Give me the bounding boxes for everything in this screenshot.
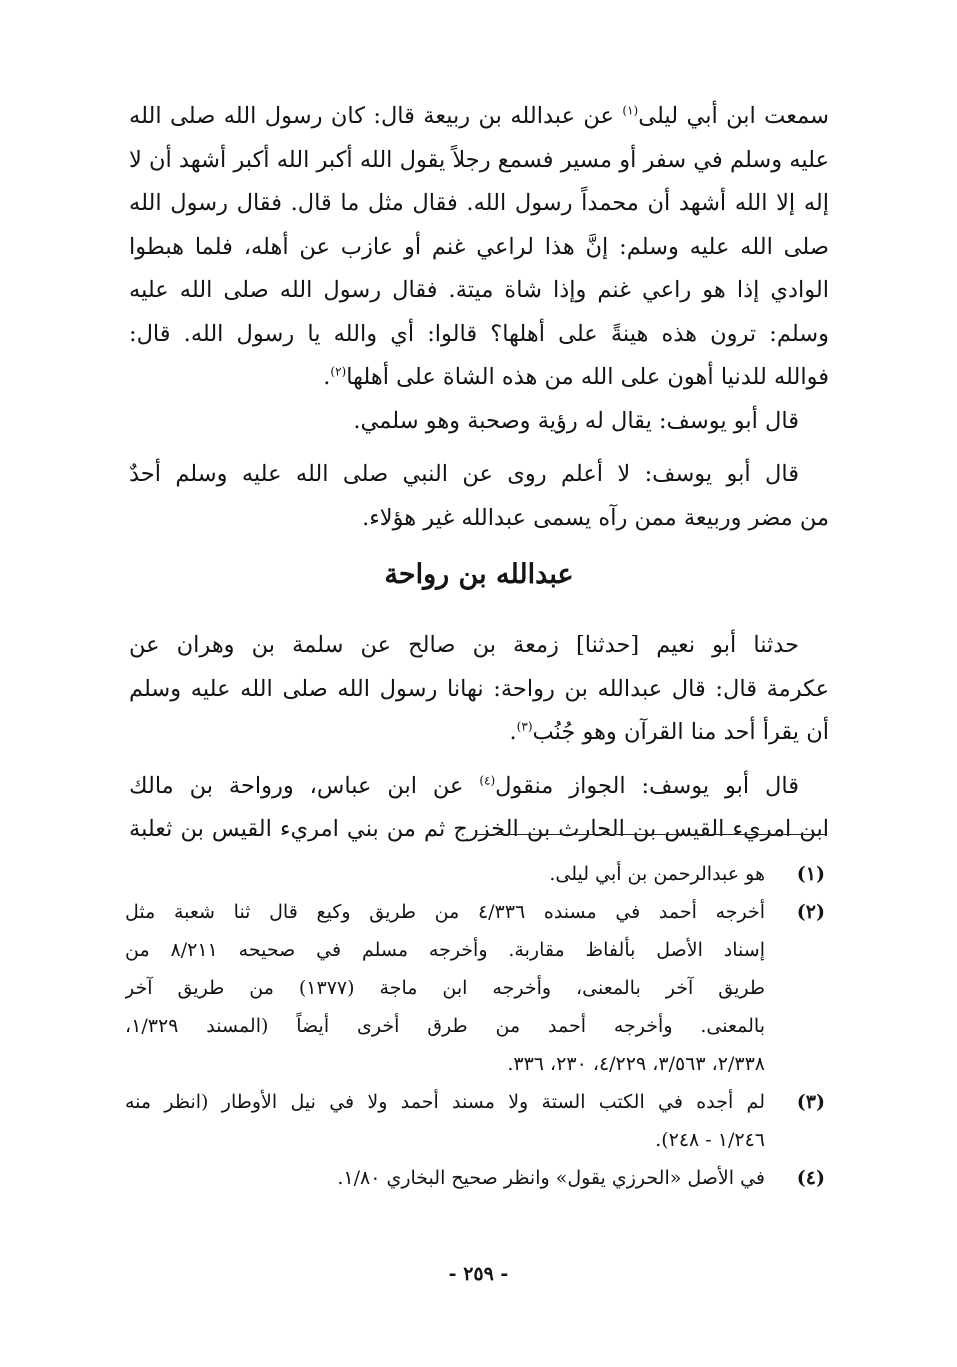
footnote-3: [125, 1083, 825, 1159]
text-segment: عن ابن عباس، ورواحة بن مالك: [129, 772, 480, 799]
footnote-4: [125, 1159, 825, 1197]
paragraph-1: [129, 95, 829, 400]
paragraph-3: [129, 453, 829, 540]
text-line: وسلم: ترون هذه هينةً على أهلها؟ قالوا: أي والله يا رسول الله. قال:: [129, 320, 829, 347]
text-segment: .: [509, 719, 517, 745]
footnote-line: طريق آخر بالمعنى، وأخرجه ابن ماجة (١٣٧٧) من طريق آخر: [125, 977, 765, 999]
section-heading: عبدالله بن رواحة: [384, 559, 574, 590]
footnote-ref-3: (٣): [516, 719, 533, 734]
text-segment: قال أبو يوسف: الجواز منقول: [495, 772, 799, 799]
footnote-line: لم أجده في الكتب الستة ولا مسند أحمد ولا في نيل الأوطار (انظر منه: [125, 1091, 765, 1113]
paragraph-5: [129, 765, 829, 852]
footnote-number: (٢): [796, 901, 825, 923]
page-number: - ٢٥٩ -: [448, 1263, 509, 1285]
footnote-1: [125, 855, 825, 893]
text-line: قال أبو يوسف: لا أعلم روى عن النبي صلى الله عليه وسلم أحدٌ: [129, 461, 799, 487]
footnote-ref-4: (٤): [479, 773, 496, 787]
footnote-line: ١/٢٤٦ - ٢٤٨).: [655, 1129, 765, 1151]
text-line: [129, 711, 829, 755]
text-line: [129, 95, 829, 139]
footnote-line: أخرجه أحمد في مسنده ٤/٣٣٦ من طريق وكيع قال ثنا شعبة مثل: [125, 901, 765, 923]
footnote-ref-2: (٢): [330, 364, 347, 379]
text-line: من مضر وربيعة ممن رآه يسمى عبدالله غير هؤلاء.: [362, 504, 829, 531]
footnote-2: [125, 893, 825, 1083]
footnote-separator: [475, 834, 825, 835]
text-line: صلى الله عليه وسلم: إنَّ هذا لراعي غنم أو عازب عن أهله، فلما هبطوا: [129, 233, 829, 260]
text-line: عليه وسلم في سفر أو مسير فسمع رجلاً يقول الله أكبر الله أكبر أشهد أن لا: [129, 146, 829, 173]
footnotes: [125, 855, 825, 1197]
footnote-line: هو عبدالرحمن بن أبي ليلى.: [549, 863, 765, 885]
footnote-number: (١): [796, 863, 825, 885]
main-text: [129, 95, 829, 852]
text-segment: أن يقرأ أحد منا القرآن وهو جُنُب: [532, 719, 829, 745]
footnote-line: بالمعنى. وأخرجه أحمد من طرق أخرى أيضاً (المسند ١/٣٢٩،: [125, 1015, 765, 1037]
text-line: إله إلا الله أشهد أن محمداً رسول الله. فقال مثل ما قال. فقال رسول الله: [129, 190, 829, 216]
text-segment: عن عبدالله بن ربيعة قال: كان رسول الله صلى الله: [129, 103, 623, 129]
text-line: حدثنا أبو نعيم [حدثنا] زمعة بن صالح عن سلمة بن وهران عن: [129, 632, 799, 658]
footnote-line: في الأصل «الحرزي يقول» وانظر صحيح البخاري ١/٨٠.: [337, 1167, 765, 1189]
footnote-line: ٢/٣٣٨، ٣/٥٦٣، ٤/٢٢٩، ٢٣٠، ٣٣٦.: [507, 1053, 765, 1075]
footnote-line: إسناد الأصل بألفاظ مقاربة. وأخرجه مسلم في صحيحه ٨/٢١١ من: [125, 939, 765, 961]
text-line: [129, 356, 829, 400]
paragraph-2: قال أبو يوسف: يقال له رؤية وصحبة وهو سلمي.: [353, 407, 799, 434]
footnote-number: (٤): [796, 1167, 825, 1189]
paragraph-4: [129, 624, 829, 755]
text-segment: .: [323, 364, 331, 390]
footnote-ref-1: (١): [622, 103, 639, 118]
text-line: [129, 765, 829, 809]
text-segment: فوالله للدنيا أهون على الله من هذه الشاة على أهلها: [346, 364, 829, 390]
text-line: الوادي إذا هو راعي غنم وإذا شاة ميتة. فقال رسول الله صلى الله عليه: [129, 277, 829, 303]
footnote-number: (٣): [796, 1091, 825, 1113]
text-segment: سمعت ابن أبي ليلى: [638, 103, 829, 129]
text-line: ابن امريء القيس بن الحارث بن الخزرج ثم من بني امريء القيس بن ثعلبة: [129, 816, 829, 842]
text-line: عكرمة قال: قال عبدالله بن رواحة: نهانا رسول الله صلى الله عليه وسلم: [129, 675, 829, 702]
